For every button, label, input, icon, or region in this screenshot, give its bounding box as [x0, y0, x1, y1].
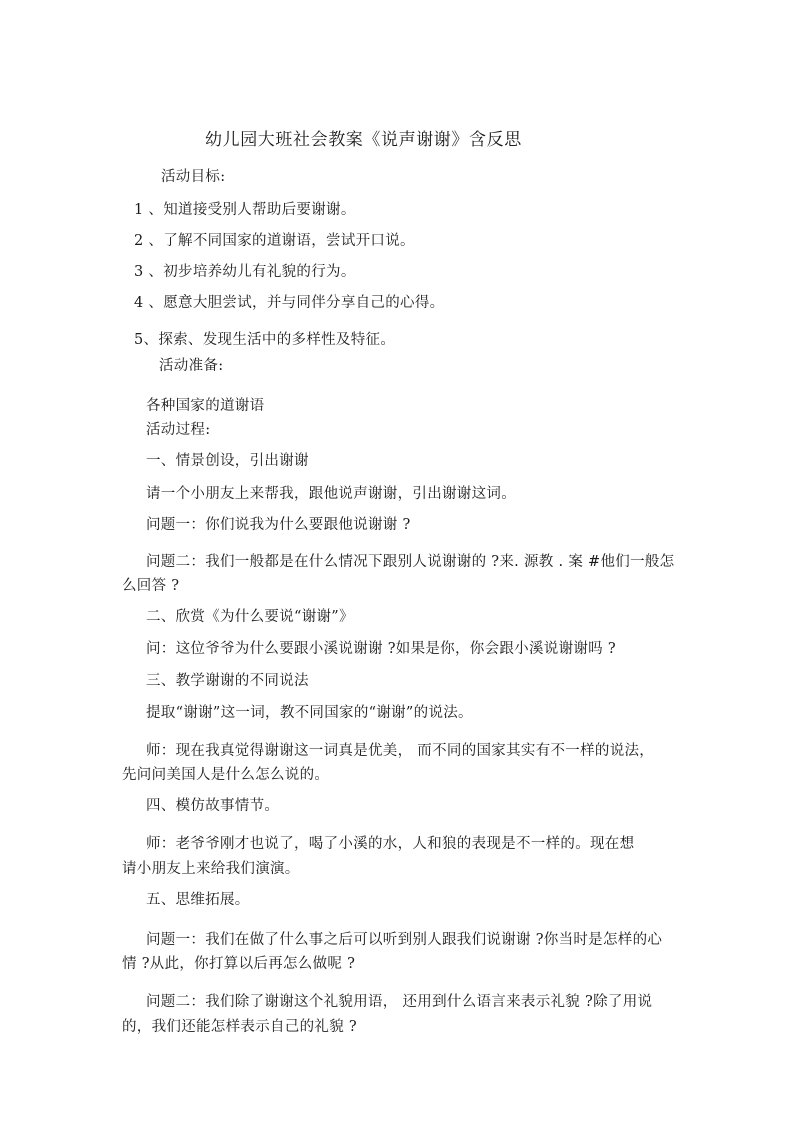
step5-question1-line2: 情 ?从此，你打算以后再怎么做呢 ? [122, 956, 356, 972]
prep-item: 各种国家的道谢语 [146, 398, 265, 414]
step1-question2-line1: 问题二：我们一般都是在什么情况下跟别人说谢谢的 ?来. 源教 . 案 #他们一般怎 [146, 554, 675, 570]
goal-item-4: 4 、愿意大胆尝试，并与同伴分享自己的心得。 [134, 295, 445, 311]
step5-question2-line2: 的，我们还能怎样表示自己的礼貌 ? [122, 1019, 357, 1035]
document-title: 幼儿园大班社会教案《说声谢谢》含反思 [205, 130, 522, 150]
goal-item-5: 5、探索、发现生活中的多样性及特征。 [134, 332, 396, 348]
goal-item-2: 2 、了解不同国家的道谢语，尝试开口说。 [134, 233, 415, 249]
step3-teacher-line1: 师：现在我真觉得谢谢这一词真是优美， 而不同的国家其实有不一样的说法， [146, 743, 655, 759]
step5-title: 五、思维拓展。 [146, 892, 250, 908]
step1-question2-line2: 么回答 ? [122, 578, 180, 594]
step2-question: 问：这位爷爷为什么要跟小溪说谢谢 ?如果是你，你会跟小溪说谢谢吗 ? [146, 641, 616, 657]
step4-teacher-line2: 请小朋友上来给我们演演。 [122, 861, 300, 877]
section-heading-process: 活动过程: [146, 422, 211, 438]
step2-title: 二、欣赏《为什么要说“谢谢”》 [146, 609, 354, 625]
section-heading-prep: 活动准备: [159, 358, 224, 374]
step4-teacher-line1: 师：老爷爷刚才也说了，喝了小溪的水，人和狼的表现是不一样的。现在想 [146, 836, 635, 852]
step4-title: 四、模仿故事情节。 [146, 798, 280, 814]
step1-text: 请一个小朋友上来帮我，跟他说声谢谢，引出谢谢这词。 [146, 486, 516, 502]
goal-item-3: 3 、初步培养幼儿有礼貌的行为。 [134, 264, 356, 280]
step5-question1-line1: 问题一：我们在做了什么事之后可以听到别人跟我们说谢谢 ?你当时是怎样的心 [146, 932, 663, 948]
step1-title: 一、情景创设，引出谢谢 [146, 453, 309, 469]
step3-text: 提取“谢谢”这一词，教不同国家的“谢谢”的说法。 [146, 705, 473, 721]
section-heading-goals: 活动目标: [161, 169, 226, 185]
goal-item-1: 1 、知道接受别人帮助后要谢谢。 [134, 202, 356, 218]
step1-question1: 问题一：你们说我为什么要跟他说谢谢 ? [146, 517, 411, 533]
step5-question2-line1: 问题二：我们除了谢谢这个礼貌用语， 还用到什么语言来表示礼貌 ?除了用说 [146, 994, 653, 1010]
step3-teacher-line2: 先问问美国人是什么怎么说的。 [122, 767, 330, 783]
step3-title: 三、教学谢谢的不同说法 [146, 673, 309, 689]
